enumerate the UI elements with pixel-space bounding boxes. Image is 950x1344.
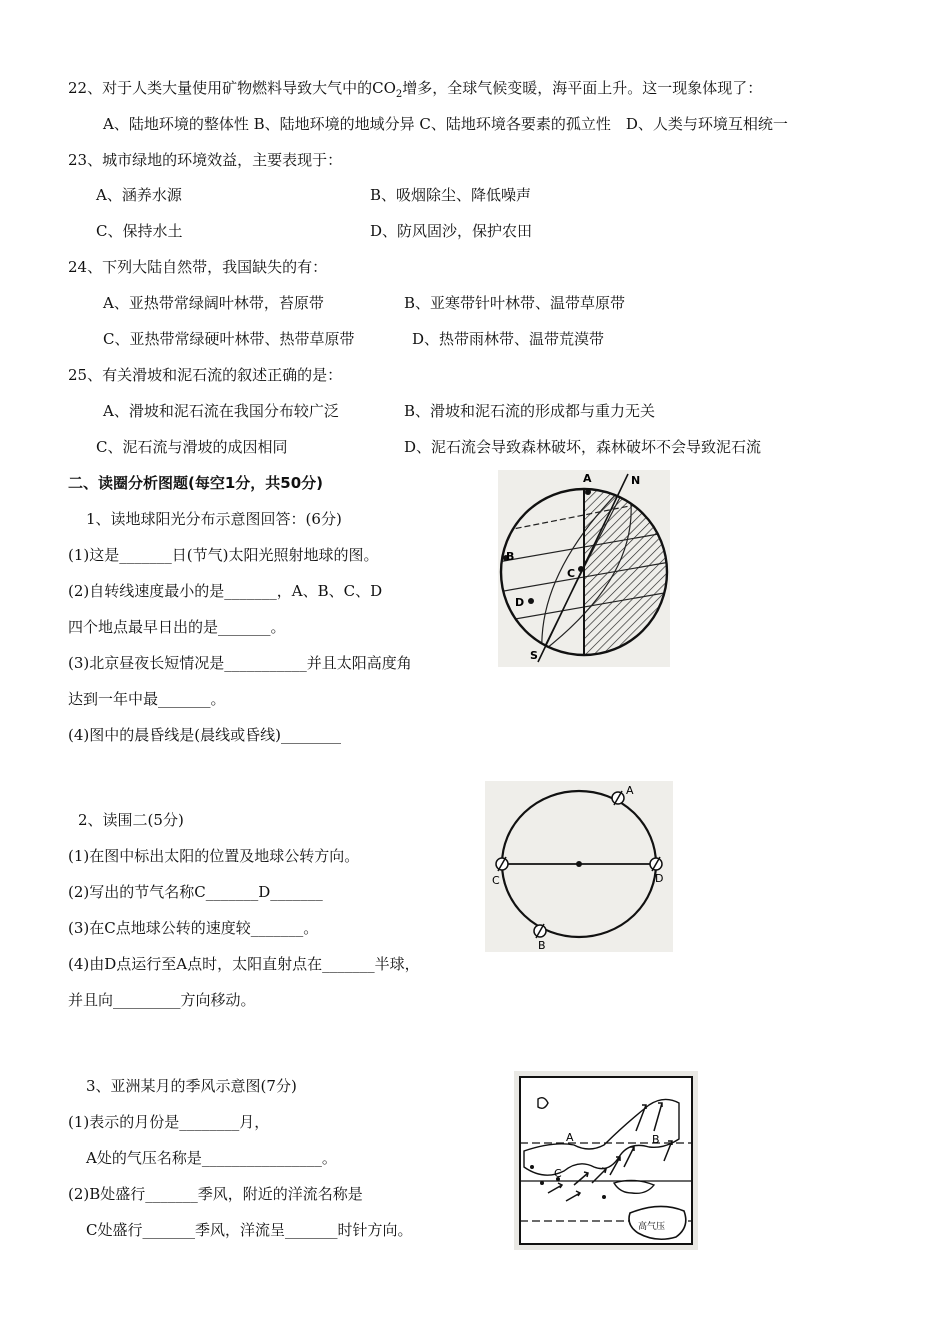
q25-option-a: A、滑坡和泥石流在我国分布较广泛 — [103, 402, 339, 420]
q23-option-b: B、吸烟除尘、降低噪声 — [370, 186, 532, 204]
p3-line3: (2)B处盛行_______季风，附近的洋流名称是 — [68, 1185, 363, 1203]
q25-stem: 25、有关滑坡和泥石流的叙述正确的是： — [68, 366, 343, 384]
q23-option-a: A、涵养水源 — [96, 186, 182, 204]
orbit-center-dot — [576, 861, 582, 867]
p2-title: 2、读围二(5分) — [78, 811, 184, 829]
orbit-label-c: C — [492, 874, 500, 887]
p1-line5: 达到一年中最_______。 — [68, 690, 226, 708]
label-a: A — [583, 472, 592, 485]
p2-line1: (1)在图中标出太阳的位置及地球公转方向。 — [68, 847, 360, 865]
q24-option-d: D、热带雨林带、温带荒漠带 — [412, 330, 605, 348]
orbit-label-b: B — [538, 939, 546, 952]
map-label-b: B — [652, 1133, 660, 1146]
p2-line5: 并且向_________方向移动。 — [68, 991, 256, 1009]
q25-option-d: D、泥石流会导致森林破坏，森林破坏不会导致泥石流 — [404, 438, 762, 456]
p1-line3: 四个地点最早日出的是_______。 — [68, 618, 286, 636]
label-d: D — [515, 596, 525, 609]
p3-line1: (1)表示的月份是________月， — [68, 1113, 270, 1131]
p1-title: 1、读地球阳光分布示意图回答：(6分) — [86, 510, 342, 528]
orbit-label-d: D — [655, 872, 664, 885]
q24-stem: 24、下列大陆自然带，我国缺失的有： — [68, 258, 328, 276]
label-n: N — [631, 474, 641, 487]
label-b: B — [506, 550, 515, 563]
high-pressure-label: 高气压 — [638, 1222, 666, 1232]
p1-line1: (1)这是_______日(节气)太阳光照射地球的图。 — [68, 546, 379, 564]
p3-title: 3、亚洲某月的季风示意图(7分) — [86, 1077, 297, 1095]
asia-monsoon-map — [514, 1071, 698, 1250]
q24-option-a: A、亚热带常绿阔叶林带，苔原带 — [103, 294, 324, 312]
map-label-c: C — [554, 1167, 562, 1180]
p2-line4: (4)由D点运行至A点时，太阳直射点在_______半球， — [68, 955, 420, 973]
p2-line2: (2)写出的节气名称C_______D_______ — [68, 883, 323, 901]
q24-option-c: C、亚热带常绿硬叶林带、热带草原带 — [103, 330, 355, 348]
label-c: C — [567, 567, 576, 580]
night-hemisphere-hatch — [584, 470, 670, 667]
p2-line3: (3)在C点地球公转的速度较_______。 — [68, 919, 319, 937]
q23-stem: 23、城市绿地的环境效益，主要表现于： — [68, 151, 343, 169]
earth-illumination-figure — [498, 470, 670, 667]
q24-option-b: B、亚寒带针叶林带、温带草原带 — [404, 294, 626, 312]
p3-line2: A处的气压名称是________________。 — [86, 1149, 337, 1167]
p1-line4: (3)北京昼夜长短情况是___________并且太阳高度角 — [68, 654, 412, 672]
map-label-a: A — [566, 1131, 574, 1144]
q22-stem: 22、对于人类大量使用矿物燃料导致大气中的$CO_2$增多，全球气候变暖，海平面上升。这一现象体现了： — [68, 79, 763, 100]
p3-line4: C处盛行_______季风，洋流呈_______时针方向。 — [86, 1221, 413, 1239]
q23-option-c: C、保持水土 — [96, 222, 183, 240]
q22-options: A、陆地环境的整体性 B、陆地环境的地域分异 C、陆地环境各要素的孤立性 D、人类与环境互相统一 — [103, 115, 788, 133]
section-2-title: 二、读圈分析图题(每空1分，共50分) — [68, 474, 324, 492]
p1-line2: (2)自转线速度最小的是_______，A、B、C、D — [68, 582, 383, 600]
q23-option-d: D、防风固沙，保护农田 — [370, 222, 533, 240]
earth-orbit-figure — [485, 781, 673, 952]
p1-line6: (4)图中的晨昏线是(晨线或昏线)________ — [68, 726, 341, 744]
orbit-label-a: A — [626, 784, 634, 797]
q25-option-c: C、泥石流与滑坡的成因相同 — [96, 438, 288, 456]
label-s: S — [530, 649, 538, 662]
q25-option-b: B、滑坡和泥石流的形成都与重力无关 — [404, 402, 656, 420]
